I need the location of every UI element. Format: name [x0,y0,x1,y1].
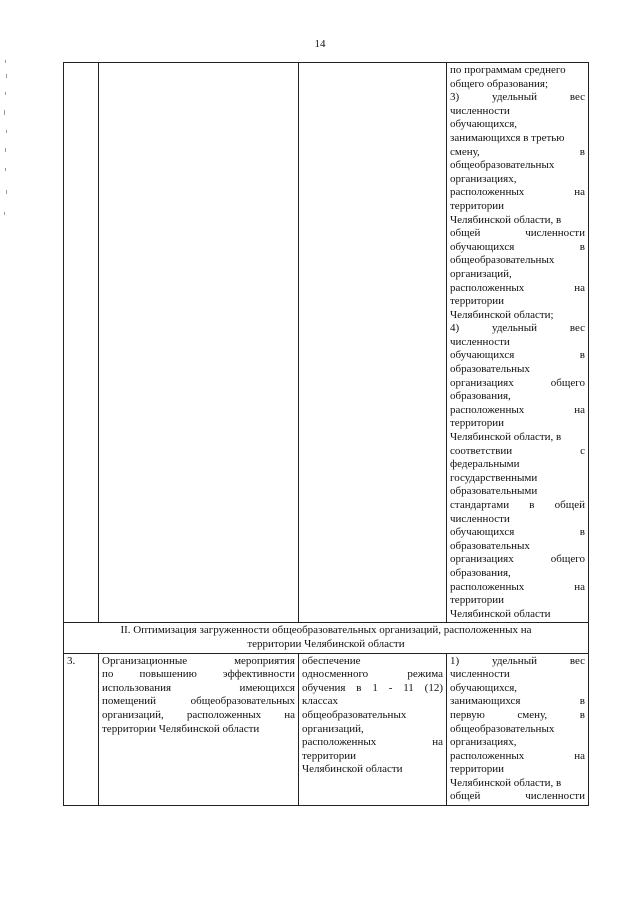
text-line: занимающихся в третью [450,131,565,144]
text-line: расположенных на [450,749,585,762]
activity-cell [99,63,299,623]
text-line: территории [450,199,505,212]
text-line: организаций, [302,722,364,735]
page-number: 14 [314,38,326,50]
text-line: расположенных на [450,281,585,294]
text-line: организациях общего [450,553,585,566]
text-line: организациях, [450,736,517,749]
text-line: обучающихся в [450,240,585,253]
text-line: численности [450,512,510,525]
activity-cell [99,653,299,806]
continuation-row [64,63,589,623]
measures-table [63,62,589,806]
text-line: общеобразовательных [450,722,555,735]
section-heading-line-1: II. Оптимизация загруженности общеобразовательных организаций, расположенных на [120,624,532,637]
text-line: Челябинской области, в [450,776,562,789]
result-lines [302,655,443,777]
text-line: территории Челябинской области [102,722,260,735]
text-line: организациях общего [450,376,585,389]
text-line: обучающихся, [450,681,518,694]
text-line: общеобразовательных [450,159,555,172]
text-line: Челябинской области, в [450,213,562,226]
text-line: общеобразовательных [450,254,555,267]
text-line: численности [450,104,510,117]
text-line: Челябинской области, в [450,431,562,444]
text-line: территории [450,594,505,607]
text-line: смену, в [450,145,585,158]
text-line: образования, [450,566,511,579]
text-line: по повышению эффективности [102,668,295,681]
text-line: организаций, расположенных на [102,708,295,721]
text-line: общего образования; [450,77,549,90]
section-heading-line-2: территории Челябинской области [247,637,405,650]
text-line: 1) удельный вес [450,654,585,667]
text-line: обучения в 1 - 11 (12) [302,681,443,694]
text-line: территории [450,763,505,776]
text-line: территории [302,749,357,762]
text-line: численности [450,335,510,348]
text-line: организациях, [450,172,517,185]
text-line: классах [302,695,338,708]
text-line: 4) удельный вес [450,322,585,335]
text-line: расположенных на [450,403,585,416]
text-line: организаций, [450,267,512,280]
text-line: первую смену, в [450,708,585,721]
text-line: федеральными [450,458,520,471]
table-row [64,653,589,806]
text-line: обучающихся, [450,118,518,131]
text-line: общей численности [450,227,585,240]
scan-margin-marks [2,40,10,240]
section-row [64,623,589,653]
result-cell [299,653,447,806]
text-line: использования имеющихся [102,681,295,694]
text-line: помещений общеобразовательных [102,695,295,708]
text-line: по программам среднего [450,64,566,76]
number-cell [64,63,99,623]
text-line: односменного режима [302,668,443,681]
section-heading [64,623,589,653]
text-line: Челябинской области [302,763,403,776]
text-line: образования, [450,390,511,403]
text-line: расположенных на [302,736,443,749]
text-line: стандартами в общей [450,499,585,511]
text-line: государственными [450,471,538,484]
text-line: общей численности [450,790,585,803]
text-line: Организационные мероприятия [102,654,295,667]
text-line: общеобразовательных [302,708,407,721]
text-line: численности [450,668,510,681]
text-line: образовательными [450,485,538,498]
result-cell [299,63,447,623]
text-line: 3) удельный вес [450,91,585,104]
text-line: обучающихся в [450,526,585,539]
text-line: обучающихся в [450,349,585,362]
text-line: обеспечение [302,654,361,667]
text-line: расположенных на [450,580,585,593]
text-line: территории [450,417,505,430]
text-line: расположенных на [450,186,585,199]
text-line: территории [450,295,505,308]
text-line: образовательных [450,363,530,376]
row-number: 3. [64,653,99,806]
text-line: образовательных [450,539,530,552]
activity-lines [102,655,295,737]
text-line: Челябинской области; [450,308,554,321]
indicators-cell [447,653,589,806]
text-line: Челябинской области [450,607,551,620]
text-line: занимающихся в [450,695,585,708]
indicator-lines [450,64,585,621]
indicator-lines [450,655,585,805]
text-line: соответствии с [450,444,585,457]
indicators-cell [447,63,589,623]
